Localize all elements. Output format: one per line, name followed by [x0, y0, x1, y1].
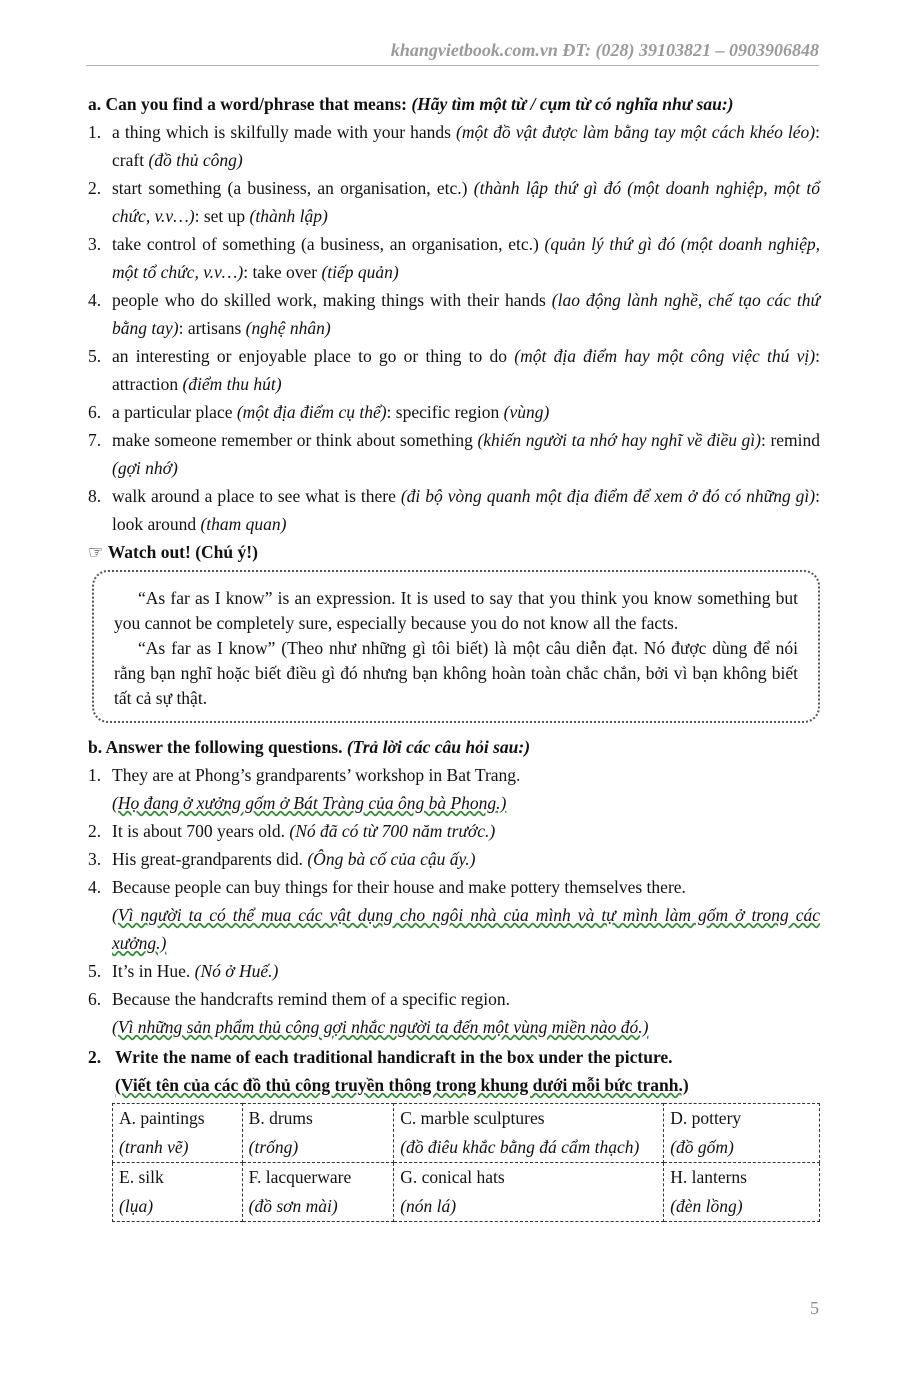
- handicraft-name: B. drums: [248, 1108, 313, 1128]
- handicraft-name: D. pottery: [670, 1108, 742, 1128]
- section-2-title-line: [88, 1043, 820, 1071]
- item-number: 3.: [88, 849, 102, 869]
- section-2-title-vi: (Viết tên của các đồ thủ công truyền thông trong khung dưới mỗi bức tranh.): [115, 1075, 689, 1095]
- table-cell: [664, 1163, 820, 1222]
- item-number: 7.: [88, 430, 102, 450]
- section-2-heading: [88, 1043, 820, 1099]
- table-cell: [113, 1104, 243, 1163]
- section-b-title: b. Answer the following questions.: [88, 737, 343, 757]
- item-answer: : look around: [112, 486, 821, 534]
- item-number: 1.: [88, 122, 102, 142]
- item-definition: start something (a business, an organisation, etc.): [112, 178, 468, 198]
- list-item: [88, 118, 820, 174]
- list-item: [88, 873, 820, 957]
- answer-translation: (Vì người ta có thể mua các vật dụng cho ngôi nhà của mình và tự mình làm gốm ở trong các xưởng.): [112, 905, 820, 953]
- watch-out-paragraph-en: “As far as I know” is an expression. It is used to say that you think you know something but you cannot be completely sure, especially because you do not know all the facts.: [114, 588, 798, 633]
- handicraft-name: H. lanterns: [670, 1167, 747, 1187]
- item-definition-vi: (thành lập thứ gì đó (một doanh nghiệp, một tổ chức, v.v…): [112, 178, 820, 226]
- item-answer: : attraction: [112, 346, 820, 394]
- list-item: [88, 817, 820, 845]
- item-answer-vi: (đồ thủ công): [148, 150, 243, 170]
- item-number: 3.: [88, 234, 102, 254]
- answer-text: Because the handcrafts remind them of a specific region.: [112, 989, 510, 1009]
- item-number: 1.: [88, 765, 102, 785]
- section-a-title: a. Can you find a word/phrase that means:: [88, 94, 407, 114]
- list-item: [88, 985, 820, 1041]
- handicraft-name-vi: (đồ gốm): [670, 1137, 734, 1157]
- item-definition: people who do skilled work, making things with their hands: [112, 290, 546, 310]
- table-cell: [113, 1163, 243, 1222]
- table-cell: [664, 1104, 820, 1163]
- list-item: [88, 286, 820, 342]
- item-answer: : specific region: [386, 402, 500, 422]
- handicraft-name-vi: (đồ điêu khắc bằng đá cẩm thạch): [400, 1137, 640, 1157]
- list-item: [88, 398, 820, 426]
- item-definition-vi: (khiến người ta nhớ hay nghĩ về điều gì): [477, 430, 761, 450]
- answer-translation: (Họ đang ở xưởng gốm ở Bát Tràng của ông bà Phong.): [112, 793, 507, 813]
- item-answer: : set up: [194, 206, 246, 226]
- handicraft-name-vi: (trống): [248, 1137, 299, 1157]
- list-item: [88, 761, 820, 817]
- answer-translation: (Nó đã có từ 700 năm trước.): [289, 821, 496, 841]
- handicraft-name-vi: (đèn lồng): [670, 1196, 743, 1216]
- section-2-title: Write the name of each traditional handicraft in the box under the picture.: [115, 1047, 673, 1067]
- handicraft-table: [112, 1103, 820, 1222]
- item-definition-vi: (đi bộ vòng quanh một địa điểm để xem ở đó có những gì): [400, 486, 816, 506]
- watch-out-paragraph-vi: “As far as I know” (Theo như những gì tôi biết) là một câu diễn đạt. Nó được dùng để nói rằng bạn nghĩ hoặc biết điều gì đó nhưng bạn không hoàn toàn chắc chắn, bởi vì bạn không biết tất cả sự thật.: [114, 638, 798, 708]
- item-answer-vi: (điểm thu hút): [182, 374, 282, 394]
- item-answer: : take over: [243, 262, 318, 282]
- list-item: [88, 426, 820, 482]
- page-number: 5: [810, 1298, 819, 1318]
- handicraft-name: E. silk: [119, 1167, 164, 1187]
- watch-out-text: Watch out! (Chú ý!): [107, 542, 258, 562]
- table-cell: [242, 1104, 394, 1163]
- section-b-list: [88, 761, 820, 1041]
- answer-text: They are at Phong’s grandparents’ workshop in Bat Trang.: [112, 765, 521, 785]
- answer-translation: (Vì những sản phẩm thủ công gợi nhắc người ta đến một vùng miền nào đó.): [112, 1017, 649, 1037]
- handicraft-name-vi: (tranh vẽ): [119, 1137, 189, 1157]
- item-answer-vi: (tham quan): [200, 514, 287, 534]
- table-row: [113, 1163, 820, 1222]
- list-item: [88, 342, 820, 398]
- list-item: [88, 957, 820, 985]
- handicraft-name-vi: (nón lá): [400, 1196, 457, 1216]
- item-number: 5.: [88, 961, 102, 981]
- item-definition-vi: (một địa điểm hay một công việc thú vị): [514, 346, 816, 366]
- watch-out-label: [88, 538, 820, 566]
- item-definition-vi: (lao động lành nghề, chế tạo các thứ bằng tay): [112, 290, 820, 338]
- list-item: [88, 482, 820, 538]
- handicraft-name-vi: (lụa): [119, 1196, 154, 1216]
- item-number: 8.: [88, 486, 102, 506]
- item-answer: : craft: [112, 122, 821, 170]
- section-b-heading: [88, 733, 820, 761]
- section-a-list: [88, 118, 820, 538]
- table-cell: [242, 1163, 394, 1222]
- item-number: 4.: [88, 290, 102, 310]
- item-answer: : artisans: [178, 318, 242, 338]
- table-row: [113, 1104, 820, 1163]
- list-item: [88, 230, 820, 286]
- handicraft-name-vi: (đồ sơn mài): [248, 1196, 338, 1216]
- watch-out-box: [92, 570, 820, 723]
- item-definition-vi: (một địa điểm cụ thể): [236, 402, 387, 422]
- page-header: khangvietbook.com.vn ĐT: (028) 39103821 – 0903906848: [86, 40, 819, 66]
- item-definition: walk around a place to see what is there: [112, 486, 396, 506]
- item-definition: take control of something (a business, an organisation, etc.): [112, 234, 539, 254]
- section-b-title-vi: (Trả lời các câu hỏi sau:): [346, 737, 531, 757]
- section-a-heading: [88, 90, 820, 118]
- item-answer-vi: (tiếp quản): [321, 262, 399, 282]
- answer-translation: (Nó ở Huế.): [194, 961, 279, 981]
- item-answer-vi: (nghệ nhân): [245, 318, 331, 338]
- item-answer-vi: (gợi nhớ): [112, 458, 178, 478]
- answer-translation: (Ông bà cố của cậu ấy.): [307, 849, 476, 869]
- item-number: 2.: [88, 178, 102, 198]
- section-a-title-vi: (Hãy tìm một từ / cụm từ có nghĩa như sau:): [411, 94, 734, 114]
- handicraft-name: F. lacquerware: [248, 1167, 352, 1187]
- list-item: [88, 174, 820, 230]
- answer-text: It’s in Hue.: [112, 961, 191, 981]
- pointing-hand-icon: ☞: [88, 542, 104, 562]
- handicraft-name: A. paintings: [119, 1108, 205, 1128]
- item-definition-vi: (quản lý thứ gì đó (một doanh nghiệp, một tổ chức, v.v…): [112, 234, 821, 282]
- item-number: 6.: [88, 989, 102, 1009]
- item-definition: a thing which is skilfully made with your hands: [112, 122, 451, 142]
- section-2-number: 2.: [88, 1047, 102, 1067]
- item-number: 5.: [88, 346, 102, 366]
- list-item: [88, 845, 820, 873]
- table-cell: [394, 1163, 664, 1222]
- handicraft-name: G. conical hats: [400, 1167, 505, 1187]
- item-answer-vi: (vùng): [503, 402, 550, 422]
- item-definition-vi: (một đồ vật được làm bằng tay một cách khéo léo): [456, 122, 816, 142]
- item-definition: make someone remember or think about something: [112, 430, 473, 450]
- item-number: 6.: [88, 402, 102, 422]
- item-number: 4.: [88, 877, 102, 897]
- answer-text: His great-grandparents did.: [112, 849, 303, 869]
- section-2-title-vi-line: [88, 1071, 820, 1099]
- page-content: [88, 90, 820, 1222]
- item-answer: : remind: [761, 430, 821, 450]
- item-number: 2.: [88, 821, 102, 841]
- answer-text: Because people can buy things for their house and make pottery themselves there.: [112, 877, 686, 897]
- answer-text: It is about 700 years old.: [112, 821, 286, 841]
- item-definition: a particular place: [112, 402, 233, 422]
- item-answer-vi: (thành lập): [249, 206, 328, 226]
- item-definition: an interesting or enjoyable place to go or thing to do: [112, 346, 508, 366]
- handicraft-name: C. marble sculptures: [400, 1108, 545, 1128]
- table-cell: [394, 1104, 664, 1163]
